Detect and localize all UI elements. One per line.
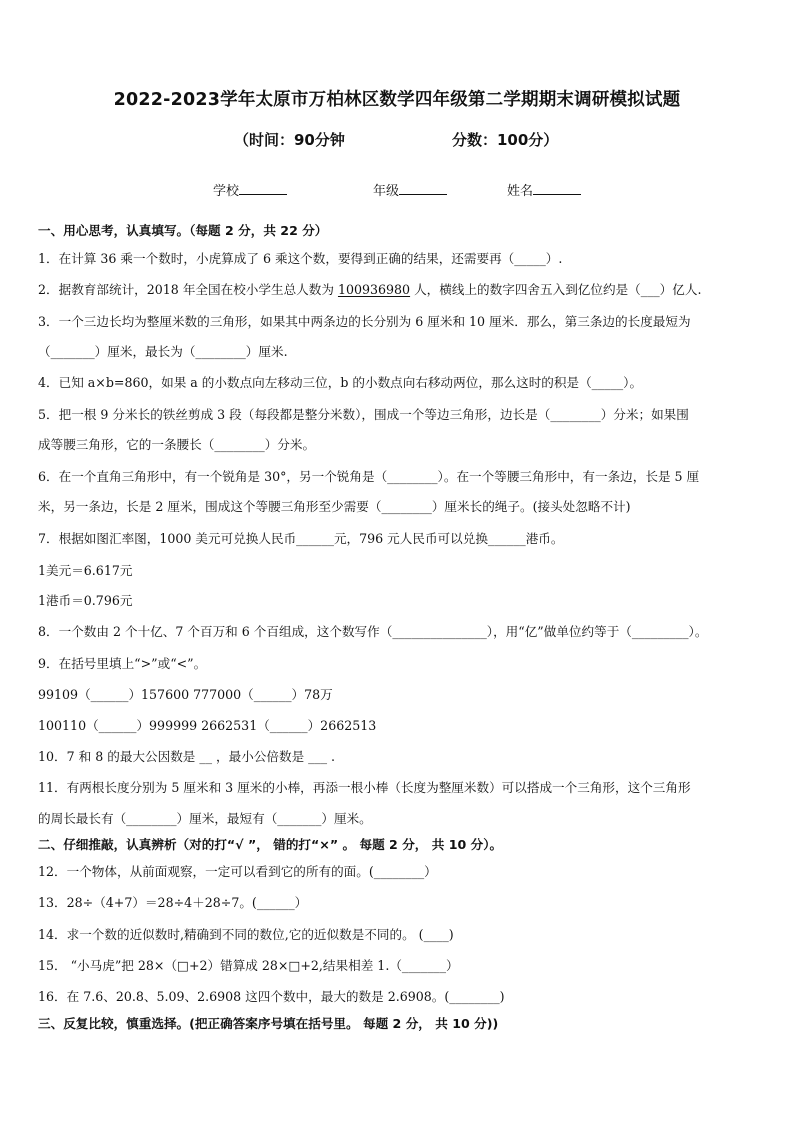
school-label: 学校 xyxy=(213,184,240,199)
question-3-line2: （_______）厘米，最长为（________）厘米. xyxy=(38,344,288,359)
exchange-rate-hkd: 1港币＝0.796元 xyxy=(38,593,133,608)
question-6-line2: 米，另一条边，长是 2 厘米，围成这个等腰三角形至少需要（________）厘米长的绳子。(接头处忽略不计) xyxy=(38,499,631,514)
exam-score: 分数：100分） xyxy=(452,131,559,149)
question-9: 9．在括号里填上“>”或“<”。 xyxy=(38,656,207,671)
question-10: 10．7 和 8 的最大公因数是 __ ，最小公倍数是 ___ . xyxy=(38,749,336,764)
grade-blank xyxy=(399,182,447,195)
question-2-pre: 2．据教育部统计，2018 年全国在校小学生总人数为 xyxy=(38,282,338,297)
question-11-line2: 的周长最长有（________）厘米，最短有（_______）厘米。 xyxy=(38,811,372,826)
question-2-number: 100936980 xyxy=(337,282,411,297)
question-16: 16．在 7.6、20.8、5.09、2.6908 这四个数中，最大的数是 2.6908。(________) xyxy=(38,989,505,1004)
question-6-line1: 6．在一个直角三角形中，有一个锐角是 30°，另一个锐角是（________）。在一个等腰三角形中，有一条边，长是 5 厘 xyxy=(38,469,700,484)
question-8: 8．一个数由 2 个十亿、7 个百万和 6 个百组成，这个数写作（_______________），用“亿”做单位约等于（_________）。 xyxy=(38,624,708,639)
section1-title: 一、用心思考，认真填写。（每题 2 分，共 22 分） xyxy=(38,223,328,238)
question-15: 15． “小马虎”把 28×（□+2）错算成 28×□+2,结果相差 1.（_______） xyxy=(38,958,459,973)
grade-field xyxy=(373,180,447,199)
exam-time: （时间：90分钟 xyxy=(234,131,345,149)
question-13: 13．28÷（4+7）＝28÷4＋28÷7。(______） xyxy=(38,895,308,910)
question-2-post: 人，横线上的数字四舍五入到亿位约是（___）亿人. xyxy=(410,282,702,297)
section3-title: 三、反复比较，慎重选择。(把正确答案序号填在括号里。 每题 2 分， 共 10 分)) xyxy=(38,1016,499,1031)
question-7: 7．根据如图汇率图，1000 美元可兑换人民币______元，796 元人民币可以兑换______港币。 xyxy=(38,531,564,546)
question-3-line1: 3．一个三边长均为整厘米数的三角形，如果其中两条边的长分别为 6 厘米和 10 厘米．那么，第三条边的长度最短为 xyxy=(38,314,691,329)
page-title: 2022-2023学年太原市万柏林区数学四年级第二学期期末调研模拟试题 xyxy=(113,90,681,110)
question-2 xyxy=(38,281,766,299)
question-4: 4．已知 a×b=860，如果 a 的小数点向左移动三位，b 的小数点向右移动两位，那么这时的积是（_____）。 xyxy=(38,375,643,390)
question-12: 12．一个物体，从前面观察，一定可以看到它的所有的面。(________） xyxy=(38,864,437,879)
question-11-line1: 11．有两根长度分别为 5 厘米和 3 厘米的小棒，再添一根小棒（长度为整厘米数）可以搭成一个三角形，这个三角形 xyxy=(38,780,691,795)
school-field xyxy=(213,180,287,199)
grade-label: 年级 xyxy=(373,184,400,199)
name-label: 姓名 xyxy=(507,184,534,199)
question-14: 14．求一个数的近似数时,精确到不同的数位,它的近似数是不同的。 (____) xyxy=(38,927,454,942)
school-blank xyxy=(239,182,287,195)
section2-title: 二、仔细推敲，认真辨析（对的打“√ ”， 错的打“×” 。 每题 2 分， 共 10 分）。 xyxy=(38,837,503,852)
question-5-line1: 5．把一根 9 分米长的铁丝剪成 3 段（每段都是整分米数），围成一个等边三角形，边长是（________）分米；如果围 xyxy=(38,407,689,422)
name-field xyxy=(507,180,581,199)
name-blank xyxy=(533,182,581,195)
question-9-row2: 100110（______）999999 2662531（______）2662513 xyxy=(38,718,377,733)
question-9-row1: 99109（______）157600 777000（______）78万 xyxy=(38,687,333,702)
exchange-rate-usd: 1美元＝6.617元 xyxy=(38,563,133,578)
question-5-line2: 成等腰三角形，它的一条腰长（________）分米。 xyxy=(38,437,316,452)
question-1: 1．在计算 36 乘一个数时，小虎算成了 6 乘这个数，要得到正确的结果，还需要再（_____）. xyxy=(38,251,563,266)
